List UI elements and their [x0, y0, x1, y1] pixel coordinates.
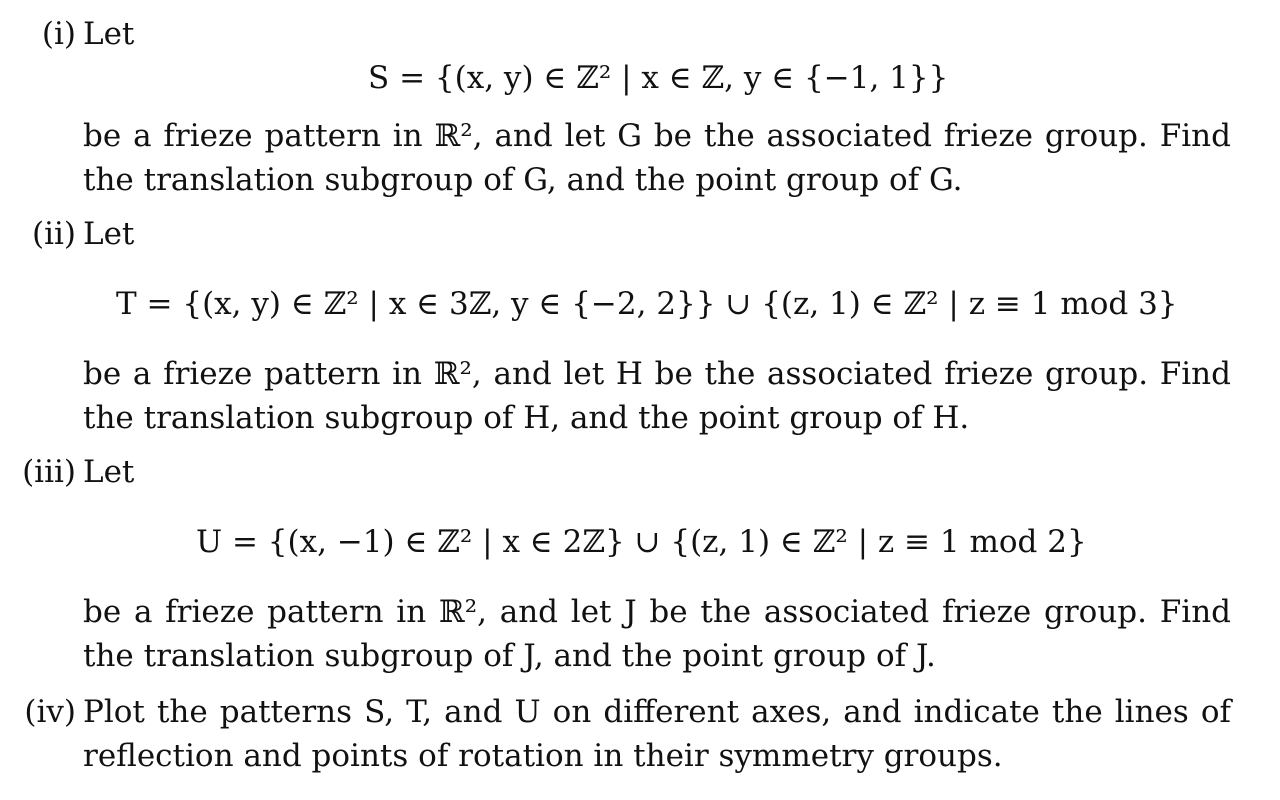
paragraph-text-iv: Plot the patterns S, T, and U on different axes, and indicate the lines of reflection and points of rotation in their symmetry groups.	[83, 694, 1231, 774]
item-label-i: (i)	[41, 16, 76, 52]
item-lead-ii: Let	[83, 216, 135, 252]
paragraph-text-i: be a frieze pattern in ℝ², and let G be the associated frieze group. Find the translation subgroup of G, and the point group of G.	[83, 118, 1231, 198]
paragraph-i	[83, 114, 1231, 202]
item-label-ii: (ii)	[31, 216, 76, 252]
item-lead-iii: Let	[83, 454, 135, 490]
paragraph-text-ii: be a frieze pattern in ℝ², and let H be the associated frieze group. Find the translation subgroup of H, and the point group of H.	[83, 356, 1231, 436]
display-equation-s: S = {(x, y) ∈ ℤ² | x ∈ ℤ, y ∈ {−1, 1}}	[368, 60, 949, 96]
paragraph-iii	[83, 590, 1231, 678]
item-lead-i: Let	[83, 16, 135, 52]
paragraph-iv	[83, 690, 1231, 778]
paragraph-text-iii: be a frieze pattern in ℝ², and let J be the associated frieze group. Find the translation subgroup of J, and the point group of J.	[83, 594, 1231, 674]
item-label-iii: (iii)	[22, 454, 76, 490]
display-equation-t: T = {(x, y) ∈ ℤ² | x ∈ 3ℤ, y ∈ {−2, 2}} ∪ {(z, 1) ∈ ℤ² | z ≡ 1 mod 3}	[116, 286, 1178, 322]
paragraph-ii	[83, 352, 1231, 440]
display-equation-u: U = {(x, −1) ∈ ℤ² | x ∈ 2ℤ} ∪ {(z, 1) ∈ ℤ² | z ≡ 1 mod 2}	[196, 524, 1087, 560]
item-label-iv: (iv)	[24, 694, 76, 730]
